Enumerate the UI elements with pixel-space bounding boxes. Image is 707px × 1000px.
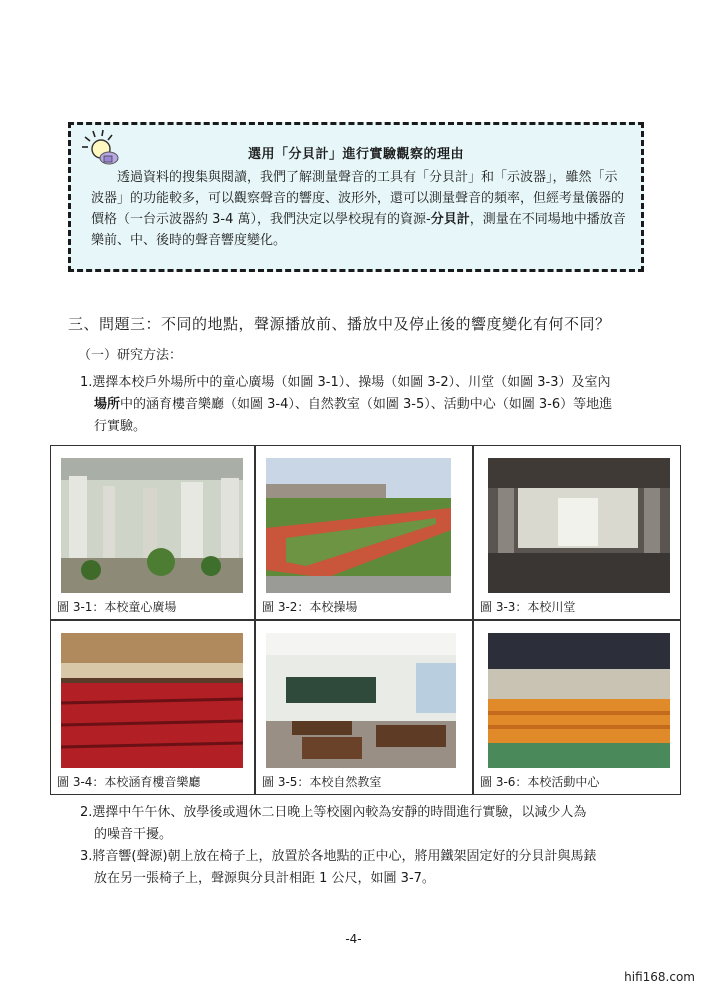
method-step-2: 2.選擇中午午休、放學後或週休二日晚上等校園內較為安靜的時間進行實驗，以減少人為 的噪音干擾。 <box>80 805 587 842</box>
photo-concert-hall <box>61 633 243 768</box>
figure-3-4 <box>50 620 255 795</box>
page-number: -4- <box>345 932 362 946</box>
method-step-3: 3.將音響(聲源)朝上放在椅子上，放置於各地點的正中心，將用鐵架固定好的分貝計與馬錶 放在另一張椅子上，聲源與分貝計相距 1 公尺，如圖 3-7。 <box>80 849 597 886</box>
photo-hallway <box>488 458 670 593</box>
figure-3-1 <box>50 445 255 620</box>
watermark: hifi168.com <box>624 970 695 984</box>
figure-3-5 <box>255 620 473 795</box>
callout-box <box>68 122 644 272</box>
subsection-heading: （一）研究方法： <box>78 348 183 363</box>
figure-3-2 <box>255 445 473 620</box>
callout-body: 透過資料的搜集與閱讀，我們了解測量聲音的工具有「分貝計」和「示波器」，雖然「示波器」的功能較多，可以觀察聲音的響度、波形外，還可以測量聲音的頻率，但經考量儀器的價格（一台示波器約 3-4 萬），我們決定以學校現有的資源-分貝計，測量在不同場地中播放音樂前、中、後時的聲音響度變化。 <box>91 170 626 248</box>
caption-3-1: 圖 3-1：本校童心廣場 <box>57 600 177 614</box>
figure-grid <box>50 445 681 795</box>
figure-3-6 <box>473 620 681 795</box>
caption-3-4: 圖 3-4：本校涵育樓音樂廳 <box>57 775 201 789</box>
method-step-1: 1.選擇本校戶外場所中的童心廣場（如圖 3-1）、操場（如圖 3-2）、川堂（如圖 3-3）及室內 場所中的涵育樓音樂廳（如圖 3-4）、自然教室（如圖 3-5）、活動中心（如圖 3-6）等地進 行實驗。 <box>80 375 613 434</box>
caption-3-2: 圖 3-2：本校操場 <box>262 600 358 614</box>
section-heading: 三、問題三：不同的地點，聲源播放前、播放中及停止後的響度變化有何不同？ <box>68 315 611 333</box>
figure-3-3 <box>473 445 681 620</box>
caption-3-3: 圖 3-3：本校川堂 <box>480 600 576 614</box>
photo-track-field <box>266 458 451 593</box>
caption-3-5: 圖 3-5：本校自然教室 <box>262 775 382 789</box>
photo-science-classroom <box>266 633 456 768</box>
callout-title: 選用「分貝計」進行實驗觀察的理由 <box>247 147 464 162</box>
caption-3-6: 圖 3-6：本校活動中心 <box>480 775 600 789</box>
photo-activity-center <box>488 633 670 768</box>
photo-plaza <box>61 458 243 593</box>
